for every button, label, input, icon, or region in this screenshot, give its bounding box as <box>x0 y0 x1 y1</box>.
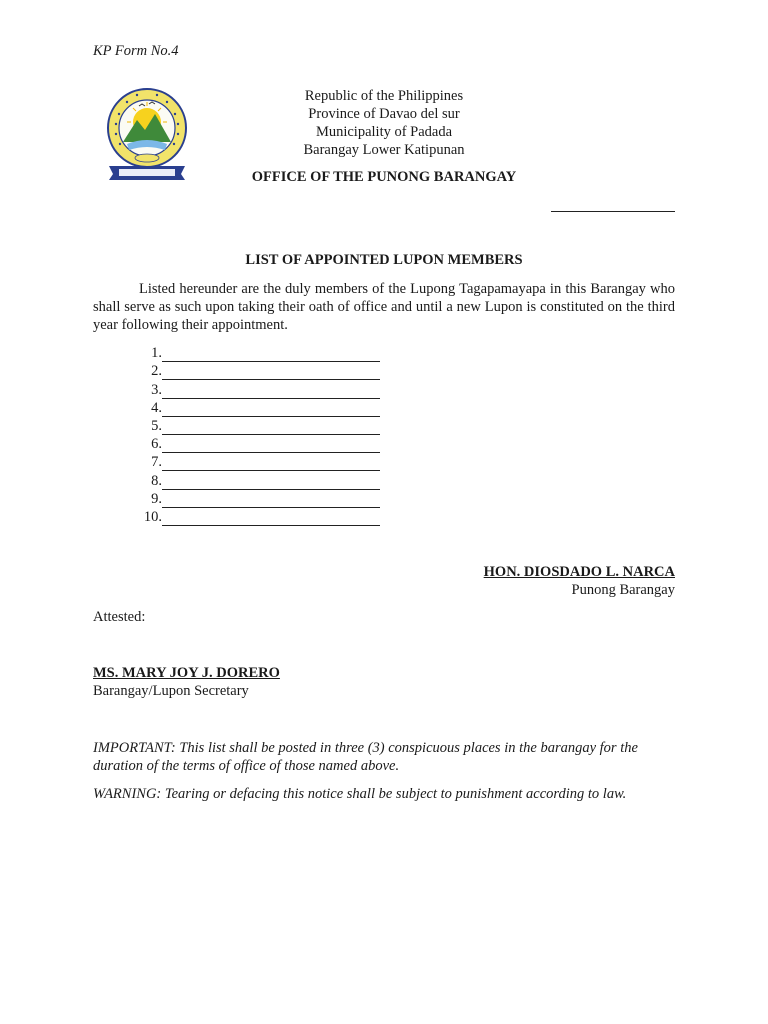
letterhead <box>93 87 675 159</box>
member-number: 2. <box>151 363 162 380</box>
document-page <box>93 0 675 1024</box>
member-name-blank[interactable] <box>162 510 380 526</box>
header-line-republic: Republic of the Philippines <box>304 88 464 104</box>
member-name-blank[interactable] <box>162 401 380 417</box>
list-item <box>138 435 388 453</box>
member-name-blank[interactable] <box>162 474 380 490</box>
member-number: 9. <box>151 490 162 507</box>
member-list <box>138 344 388 526</box>
member-number: 10. <box>143 508 162 525</box>
header-line-province: Province of Davao del sur <box>308 106 460 122</box>
list-item <box>138 362 388 380</box>
member-name-blank[interactable] <box>162 346 380 362</box>
form-number: KP Form No.4 <box>93 43 179 59</box>
list-item <box>138 344 388 362</box>
list-item <box>138 490 388 508</box>
intro-paragraph: Listed hereunder are the duly members of the Lupong Tagapamayapa in this Barangay who shall serve as such upon taking their oath of office and until a new Lupon is constituted on the third year following their appointment. <box>93 281 675 333</box>
signer-title: Punong Barangay <box>571 582 675 598</box>
list-item <box>138 471 388 489</box>
member-number: 4. <box>151 399 162 416</box>
member-name-blank[interactable] <box>162 492 380 508</box>
member-name-blank[interactable] <box>162 419 380 435</box>
office-title: OFFICE OF THE PUNONG BARANGAY <box>251 169 517 185</box>
member-number: 7. <box>151 454 162 471</box>
list-title: LIST OF APPOINTED LUPON MEMBERS <box>245 252 523 268</box>
list-item <box>138 380 388 398</box>
member-name-blank[interactable] <box>162 455 380 471</box>
secretary-signature-block <box>93 664 280 700</box>
list-item <box>138 417 388 435</box>
date-blank-line[interactable] <box>551 197 675 212</box>
header-line-barangay: Barangay Lower Katipunan <box>303 142 465 158</box>
punong-barangay-signature-block <box>484 563 675 599</box>
list-item <box>138 453 388 471</box>
member-number: 3. <box>151 381 162 398</box>
header-line-municipality: Municipality of Padada <box>315 124 453 140</box>
member-number: 8. <box>151 472 162 489</box>
member-number: 5. <box>151 417 162 434</box>
list-item <box>138 399 388 417</box>
important-notice: IMPORTANT: This list shall be posted in three (3) conspicuous places in the barangay for the duration of the terms of office of those named above. <box>93 740 638 774</box>
member-name-blank[interactable] <box>162 364 380 380</box>
member-number: 6. <box>151 436 162 453</box>
list-item <box>138 508 388 526</box>
member-number: 1. <box>151 345 162 362</box>
attested-label: Attested: <box>93 609 146 625</box>
member-name-blank[interactable] <box>162 437 380 453</box>
member-name-blank[interactable] <box>162 383 380 399</box>
signer-name: HON. DIOSDADO L. NARCA <box>483 564 675 580</box>
secretary-title: Barangay/Lupon Secretary <box>93 683 249 699</box>
secretary-name: MS. MARY JOY J. DORERO <box>93 665 280 681</box>
warning-notice: WARNING: Tearing or defacing this notice shall be subject to punishment according to law. <box>93 786 627 802</box>
